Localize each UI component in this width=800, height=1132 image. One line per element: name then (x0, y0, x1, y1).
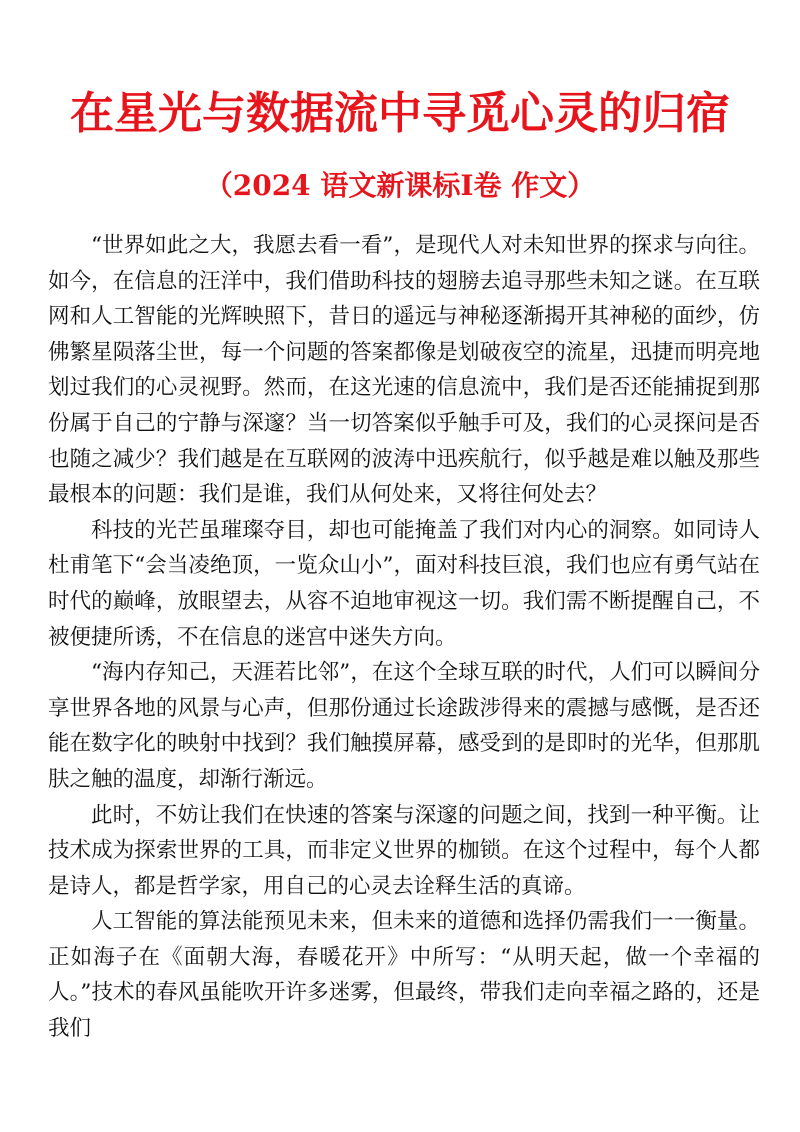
essay-subtitle: （2024 语文新课标Ⅰ卷 作文） (204, 169, 596, 202)
essay-title: 在星光与数据流中寻觅心灵的归宿 (70, 88, 730, 139)
paragraph: “世界如此之大，我愿去看一看”，是现代人对未知世界的探求与向往。如今，在信息的汪洋中，我们借助科技的翅膀去追寻那些未知之谜。在互联网和人工智能的光辉映照下，昔日的遥远与神秘逐渐揭开其神秘的面纱，仿佛繁星陨落尘世，每一个问题的答案都像是划破夜空的流星，迅捷而明亮地划过我们的心灵视野。然而，在这光速的信息流中，我们是否还能捕捉到那份属于自己的宁静与深邃？当一切答案似乎触手可及，我们的心灵探问是否也随之减少？我们越是在互联网的波涛中迅疾航行，似乎越是难以触及那些最根本的问题：我们是谁，我们从何处来，又将往何处去？ (48, 233, 760, 508)
paragraph: 人工智能的算法能预见未来，但未来的道德和选择仍需我们一一衡量。正如海子在《面朝大海，春暖花开》中所写：“从明天起，做一个幸福的人。”技术的春风虽能吹开许多迷雾，但最终，带我们走向幸福之路的，还是我们 (48, 909, 760, 1042)
paragraph: 科技的光芒虽璀璨夺目，却也可能掩盖了我们对内心的洞察。如同诗人杜甫笔下“会当凌绝顶，一览众山小”，面对科技巨浪，我们也应有勇气站在时代的巅峰，放眼望去，从容不迫地审视这一切。我们需不断提醒自己，不被便捷所诱，不在信息的迷宫中迷失方向。 (48, 517, 760, 650)
essay-body (48, 228, 760, 1047)
paragraph: 此时，不妨让我们在快速的答案与深邃的问题之间，找到一种平衡。让技术成为探索世界的工具，而非定义世界的枷锁。在这个过程中，每个人都是诗人，都是哲学家，用自己的心灵去诠释生活的真谛。 (48, 802, 760, 899)
paragraph: “海内存知己，天涯若比邻”，在这个全球互联的时代，人们可以瞬间分享世界各地的风景与心声，但那份通过长途跋涉得来的震撼与感慨，是否还能在数字化的映射中找到？我们触摸屏幕，感受到的是即时的光华，但那肌肤之触的温度，却渐行渐远。 (48, 660, 760, 792)
